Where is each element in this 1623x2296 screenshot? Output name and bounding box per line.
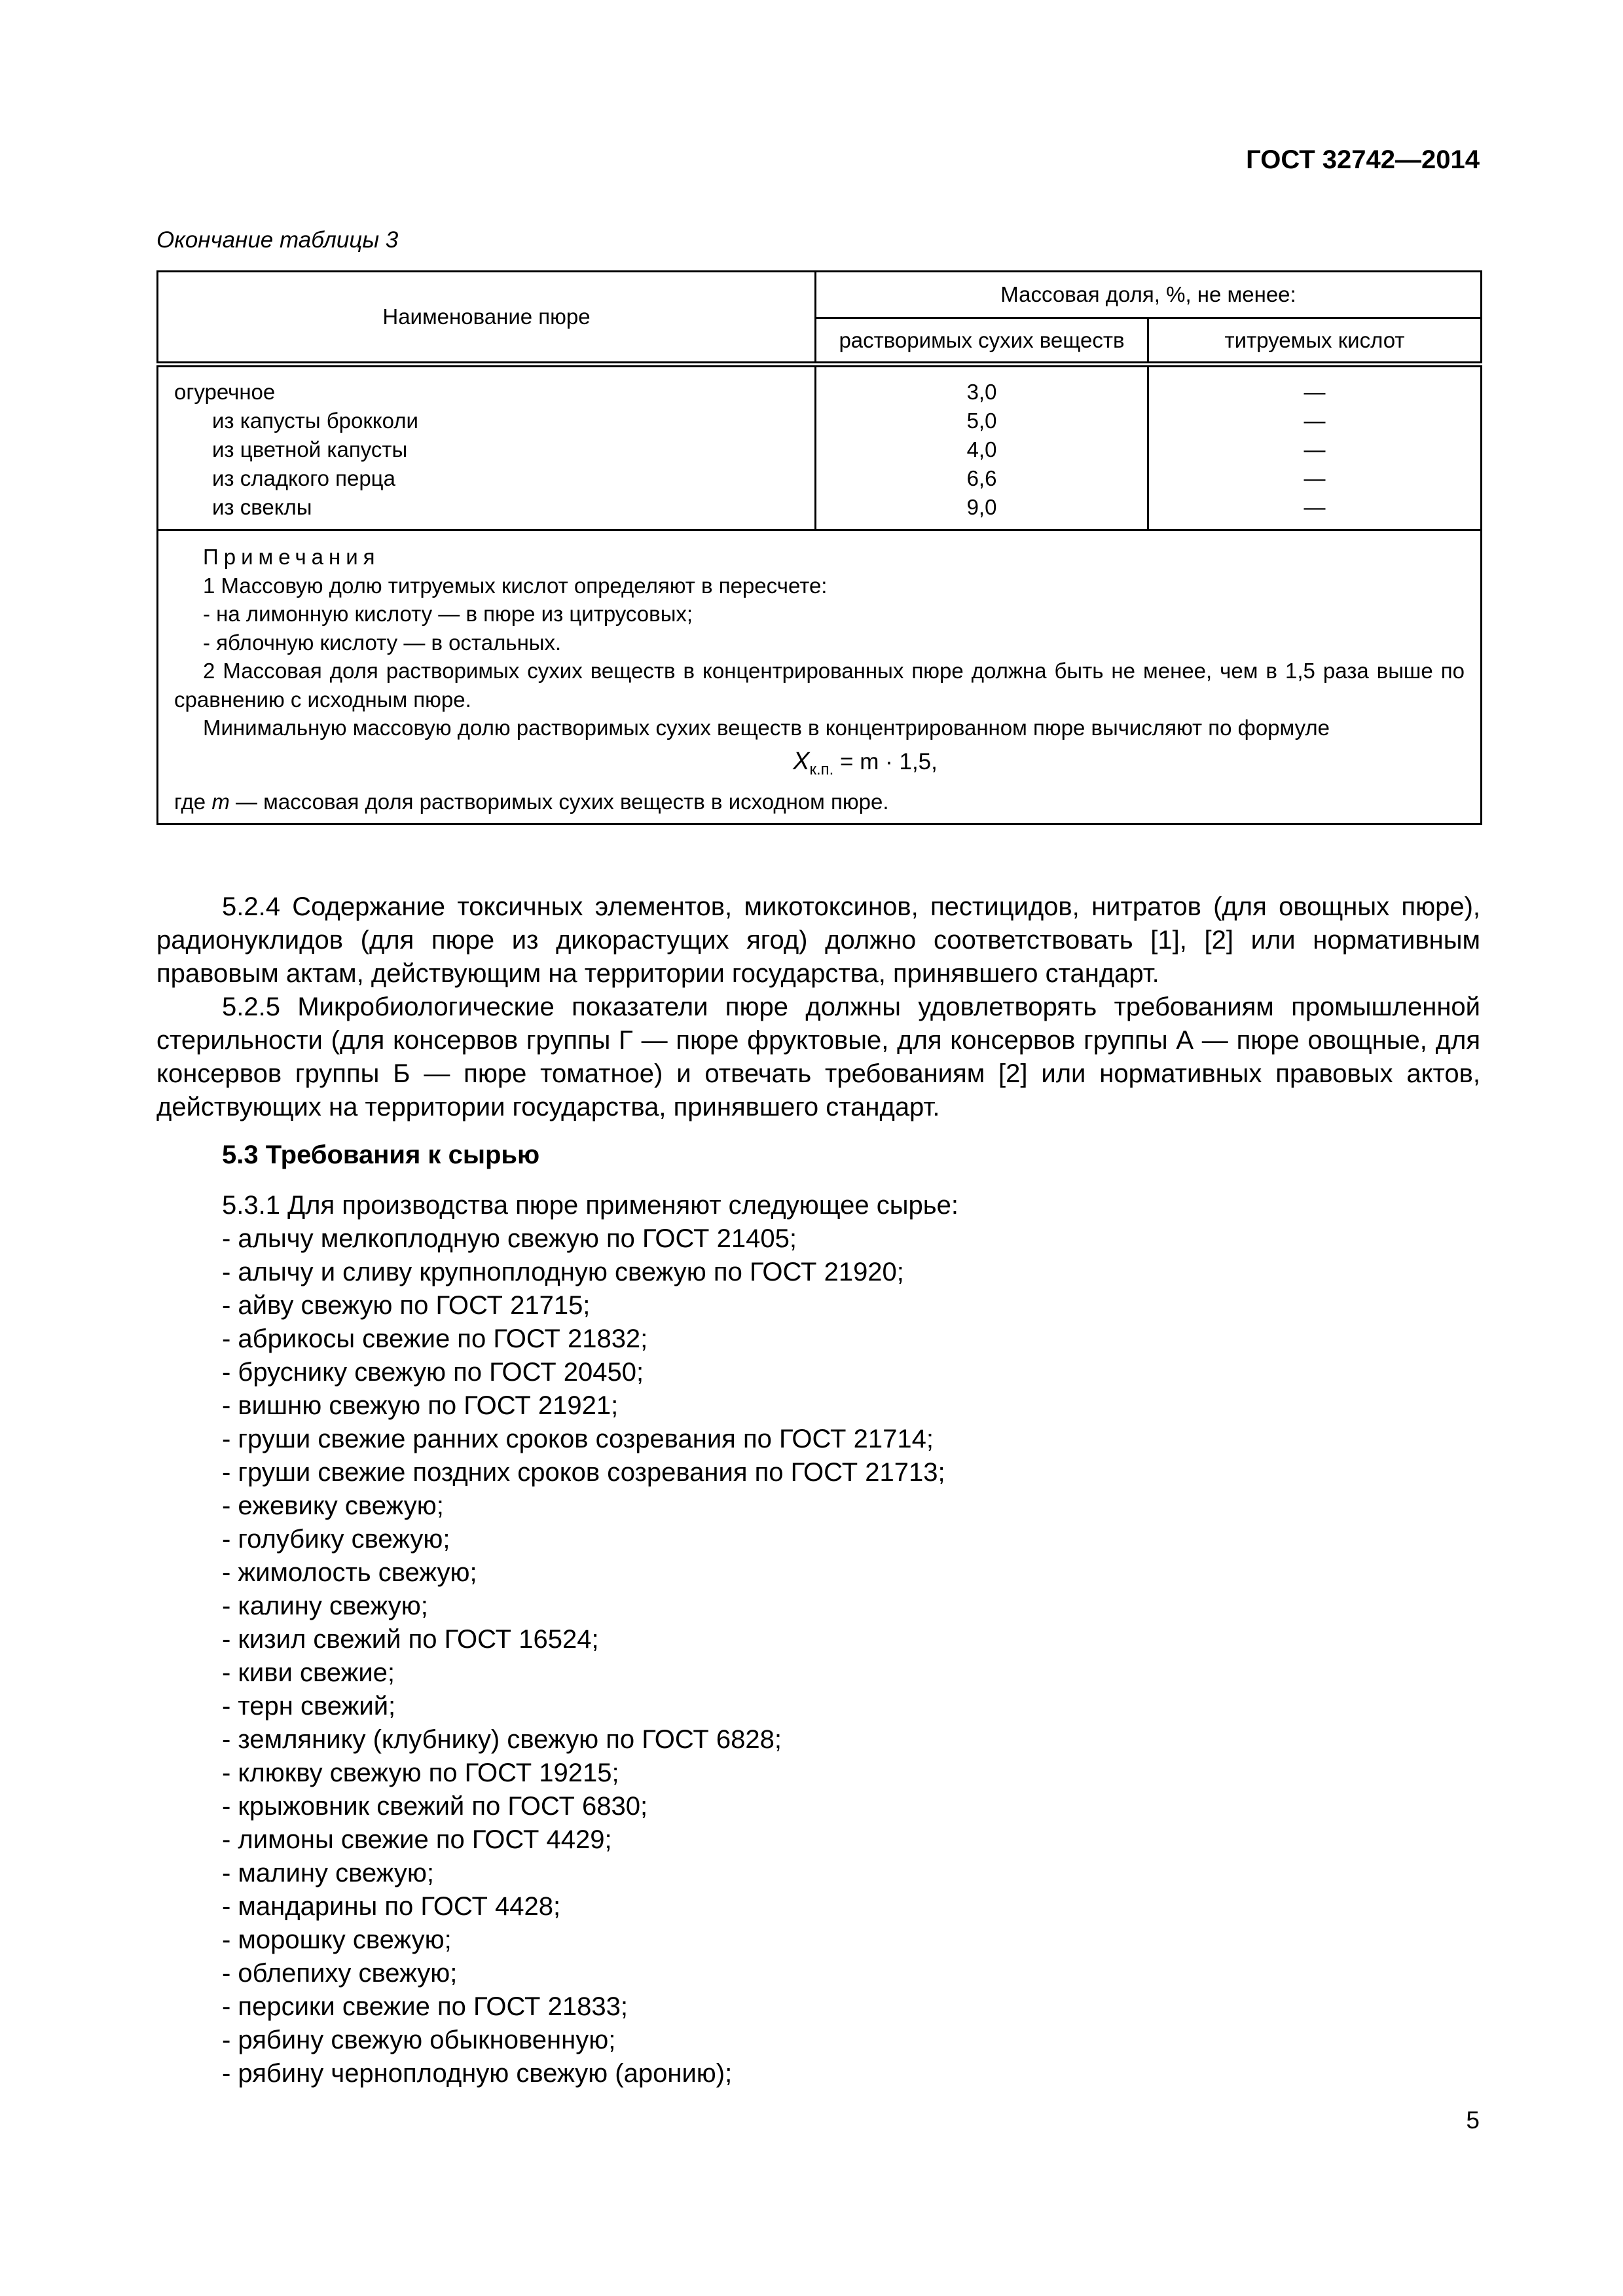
row-acids: — (1304, 466, 1326, 490)
col-header-solids: растворимых сухих веществ (816, 318, 1148, 365)
row-acids: — (1304, 409, 1326, 433)
formula (174, 748, 1465, 784)
list-item: - лимоны свежие по ГОСТ 4429; (222, 1825, 612, 1854)
list-item: - рябину свежую обыкновенную; (222, 2026, 616, 2054)
table-notes (158, 530, 1482, 824)
row-solids: 5,0 (966, 409, 997, 433)
document-number: ГОСТ 32742—2014 (1246, 145, 1480, 174)
row-name: из свеклы (212, 495, 312, 519)
section-heading: 5.3 Требования к сырью (222, 1140, 540, 1169)
list-item: - ежевику свежую; (222, 1491, 444, 1520)
notes-title: Примечания (203, 545, 380, 569)
table-3 (156, 270, 1480, 860)
paragraph-5-3-1: 5.3.1 Для производства пюре применяют следующее сырье: (222, 1191, 958, 1220)
row-name: из капусты брокколи (212, 409, 418, 433)
col-header-group: Массовая доля, %, не менее: (816, 272, 1482, 318)
col-header-acids: титруемых кислот (1148, 318, 1482, 365)
list-item: - вишню свежую по ГОСТ 21921; (222, 1391, 619, 1420)
list-item: - киви свежие; (222, 1658, 395, 1687)
list-item: - землянику (клубнику) свежую по ГОСТ 6828; (222, 1725, 782, 1754)
row-acids: — (1304, 437, 1326, 462)
list-item: - морошку свежую; (222, 1925, 452, 1954)
row-solids: 3,0 (966, 380, 997, 404)
list-item: - крыжовник свежий по ГОСТ 6830; (222, 1792, 648, 1821)
list-item: - терн свежий; (222, 1692, 396, 1721)
list-item: - жимолость свежую; (222, 1558, 477, 1587)
col-header-name: Наименование пюре (158, 272, 816, 365)
note-2: 2 Массовая доля растворимых сухих веществ в концентрированных пюре должна быть не менее, чем в 1,5 раза выше по сравнению с исходным пюре. (174, 659, 1465, 712)
where-variable: m (211, 790, 230, 814)
list-item: - алычу мелкоплодную свежую по ГОСТ 21405; (222, 1224, 797, 1253)
row-name: из цветной капусты (212, 437, 408, 462)
formula-variable: X (793, 747, 810, 775)
list-item: - груши свежие ранних сроков созревания по ГОСТ 21714; (222, 1425, 934, 1453)
list-item: - абрикосы свежие по ГОСТ 21832; (222, 1324, 648, 1353)
note-1b: - яблочную кислоту — в остальных. (203, 630, 562, 655)
row-solids: 6,6 (966, 466, 997, 490)
row-name: из сладкого перца (212, 466, 395, 490)
list-item: - персики свежие по ГОСТ 21833; (222, 1992, 628, 2021)
where-text: — массовая доля растворимых сухих веществ в исходном пюре. (229, 790, 889, 814)
paragraph-5-2-5: 5.2.5 Микробиологические показатели пюре должны удовлетворять требованиям промышленной стерильности (для консервов группы Г — пюре фруктовые, для консервов группы А — пюре овощные, для консервов группы Б — пюре томатное) и отвечать требованиям [2] или нормативных правовых актов, действующих на территории государства, принявшего стандарт. (156, 993, 1480, 1121)
list-item: - калину свежую; (222, 1592, 428, 1620)
where-prefix: где (174, 790, 212, 814)
table-body-row (158, 365, 1482, 530)
row-acids: — (1304, 495, 1326, 519)
list-item: - айву свежую по ГОСТ 21715; (222, 1291, 591, 1320)
list-item: - алычу и сливу крупноплодную свежую по ГОСТ 21920; (222, 1258, 904, 1286)
formula-rest: = m · 1,5, (833, 748, 938, 774)
list-item: - малину свежую; (222, 1859, 434, 1887)
raw-materials-list (156, 1222, 1480, 2090)
data-table (156, 270, 1482, 825)
note-1: 1 Массовую долю титруемых кислот определяют в пересчете: (203, 573, 828, 598)
row-acids: — (1304, 380, 1326, 404)
note-1a: - на лимонную кислоту — в пюре из цитрусовых; (203, 602, 693, 626)
page-number: 5 (1466, 2107, 1480, 2134)
formula-subscript: к.п. (809, 760, 834, 778)
list-item: - кизил свежий по ГОСТ 16524; (222, 1625, 599, 1654)
formula-where (174, 788, 1465, 816)
list-item: - мандарины по ГОСТ 4428; (222, 1892, 561, 1921)
paragraph-5-2-4: 5.2.4 Содержание токсичных элементов, микотоксинов, пестицидов, нитратов (для овощных пюре), радионуклидов (для пюре из дикорастущих ягод) должно соответствовать [1], [2] или нормативным правовым актам, действующим на территории государства, принявшего стандарт. (156, 892, 1480, 988)
list-item: - голубику свежую; (222, 1525, 450, 1554)
list-item: - бруснику свежую по ГОСТ 20450; (222, 1358, 644, 1387)
table-caption: Окончание таблицы 3 (156, 227, 399, 253)
body-text (156, 890, 1480, 2090)
list-item: - клюкву свежую по ГОСТ 19215; (222, 1758, 619, 1787)
row-name: огуречное (174, 380, 276, 404)
row-solids: 9,0 (966, 495, 997, 519)
row-solids: 4,0 (966, 437, 997, 462)
list-item: - облепиху свежую; (222, 1959, 458, 1988)
list-item: - рябину черноплодную свежую (аронию); (222, 2059, 733, 2088)
list-item: - груши свежие поздних сроков созревания по ГОСТ 21713; (222, 1458, 945, 1487)
note-3: Минимальную массовую долю растворимых сухих веществ в концентрированном пюре вычисляют по формуле (203, 716, 1330, 740)
